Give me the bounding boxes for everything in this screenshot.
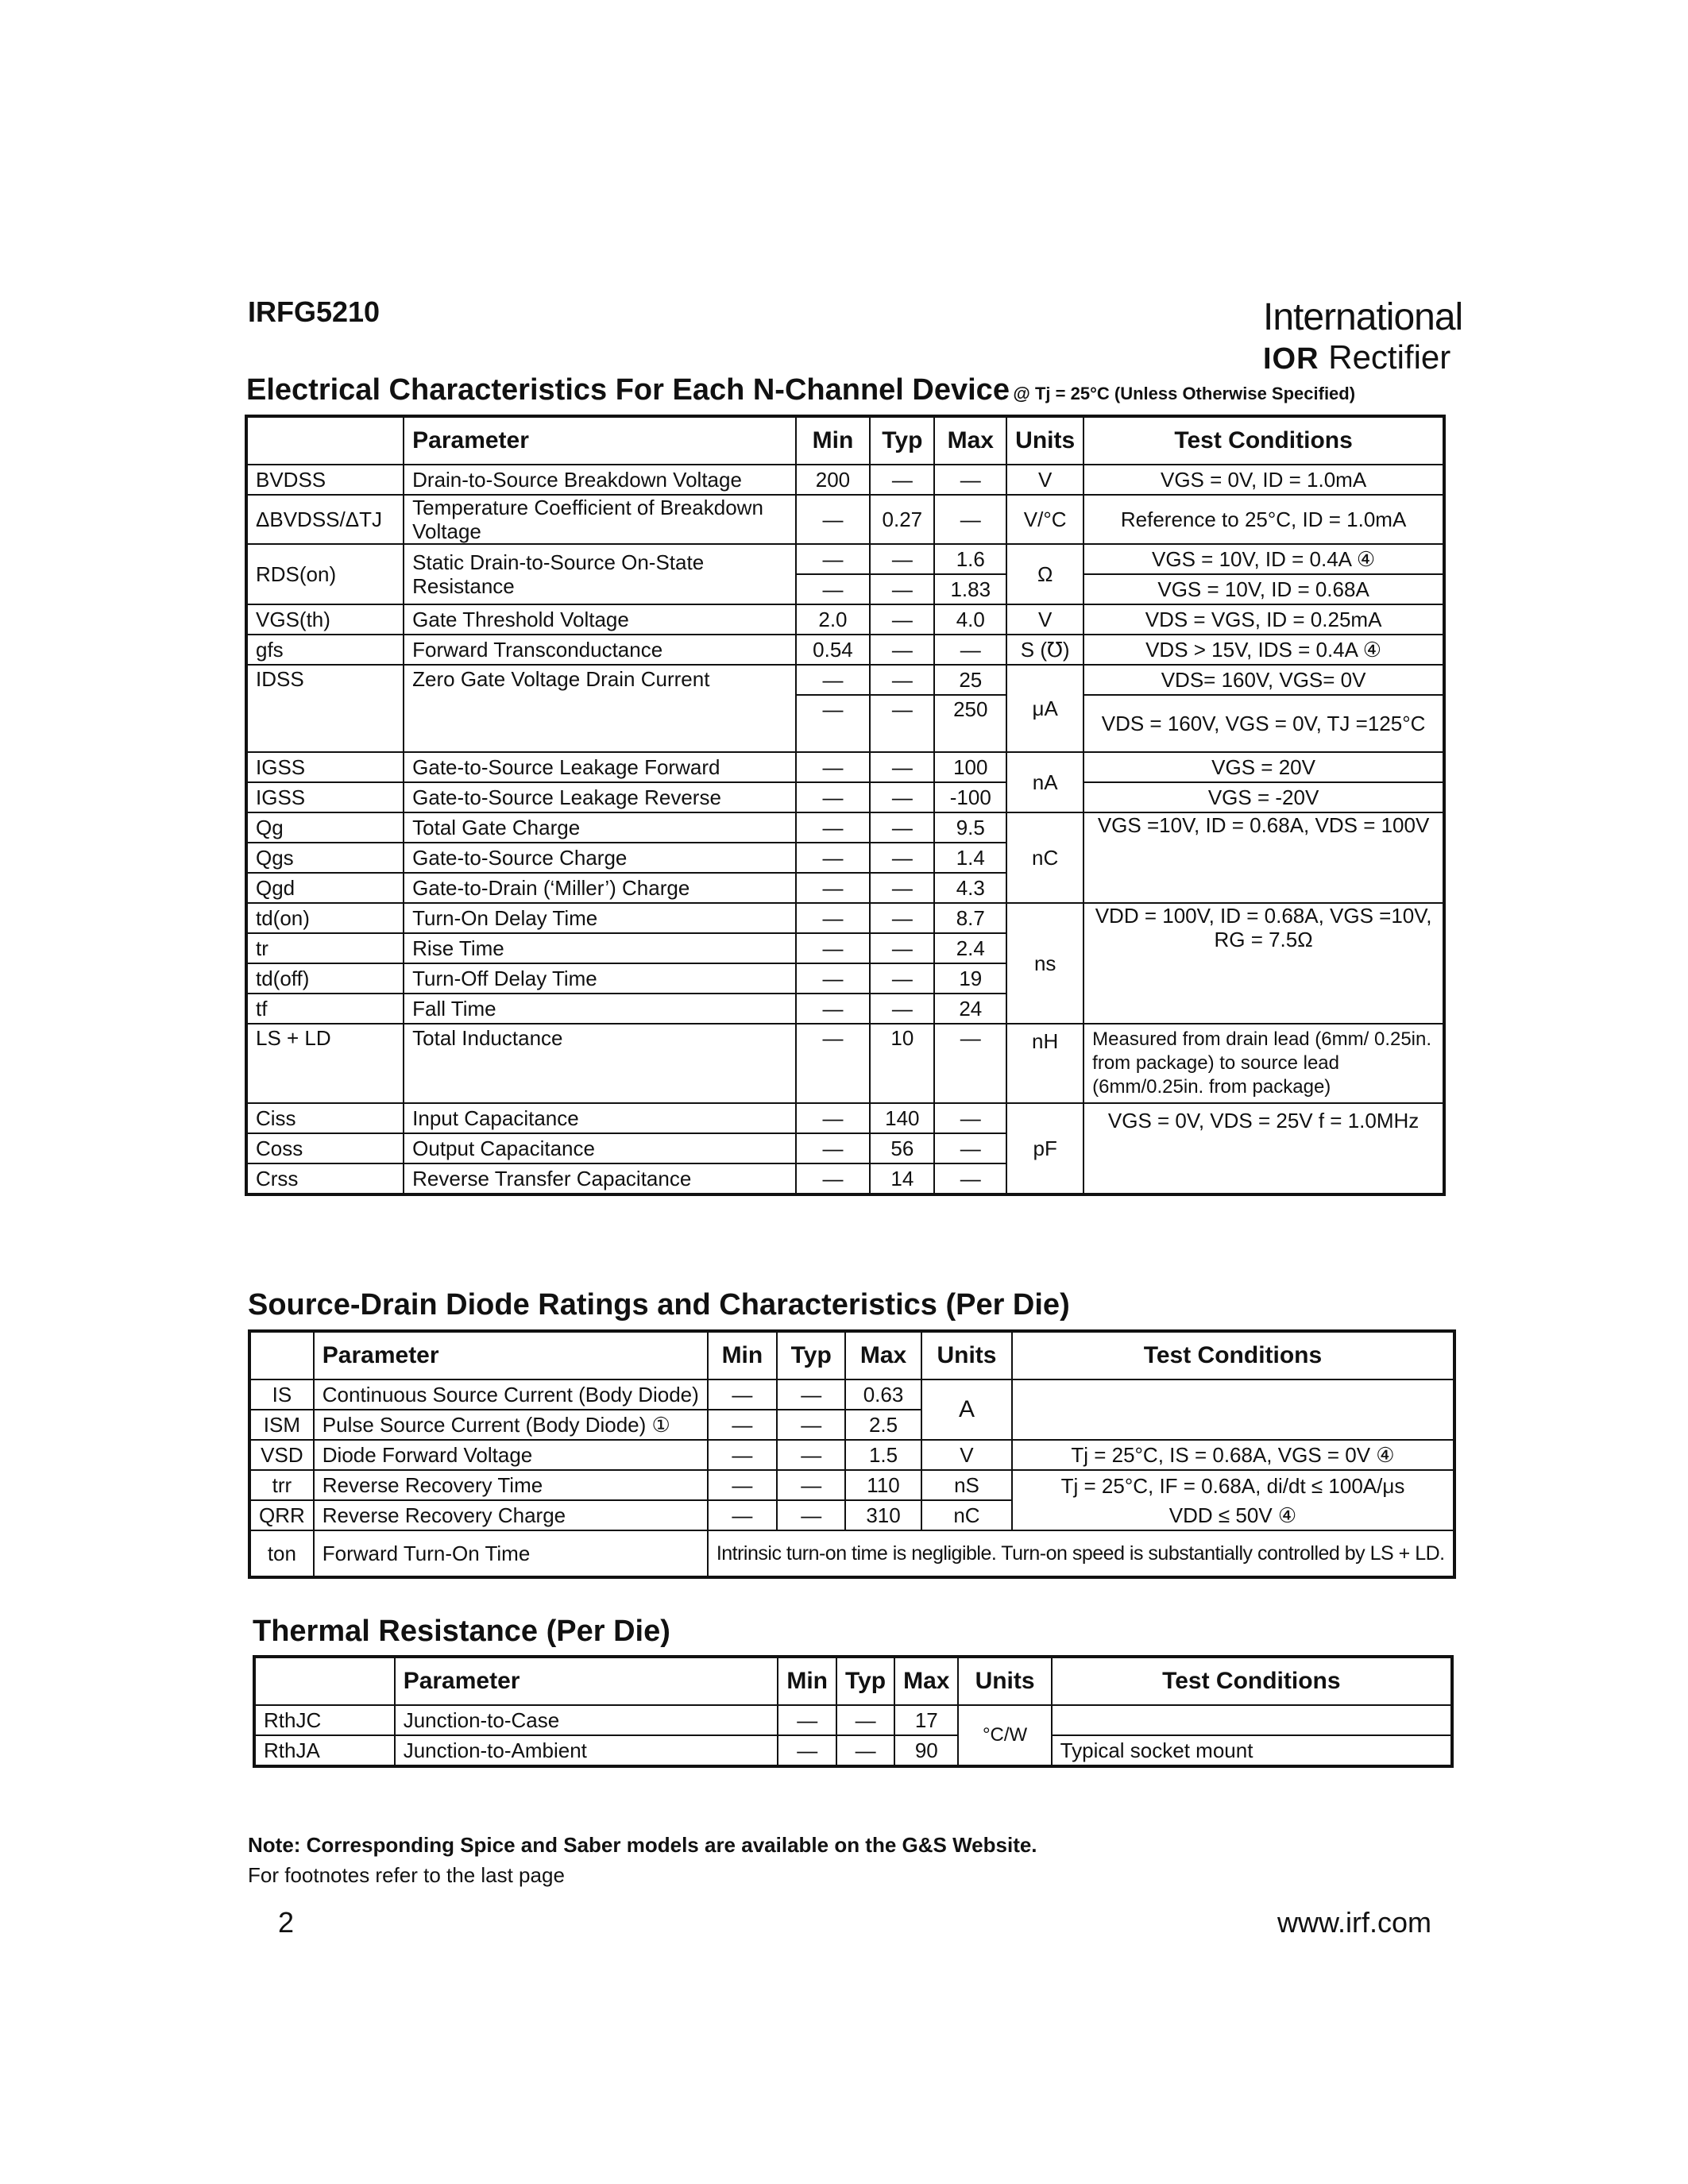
parameter: Reverse Recovery Time [314, 1470, 708, 1500]
typ-value: — [870, 963, 934, 994]
min-value: — [796, 782, 871, 812]
max-value: 0.63 [845, 1379, 921, 1410]
units: V [1006, 465, 1083, 495]
elec-table [245, 415, 1446, 1196]
typ-value: — [870, 604, 934, 635]
units: nA [1006, 752, 1083, 812]
table-row [246, 544, 1444, 574]
min-value: — [796, 544, 871, 574]
typ-value: — [870, 665, 934, 695]
typ-value: — [836, 1735, 894, 1766]
typ-value: — [870, 465, 934, 495]
test-conditions: VDS = 160V, VGS = 0V, TJ =125°C [1083, 695, 1444, 752]
min-value: — [796, 812, 871, 843]
min-value: — [796, 963, 871, 994]
test-conditions: VGS = -20V [1083, 782, 1444, 812]
table-row [249, 1530, 1454, 1577]
max-value: 310 [845, 1500, 921, 1530]
min-value: — [796, 933, 871, 963]
typ-value: — [870, 695, 934, 752]
units: V [1006, 604, 1083, 635]
min-value: — [778, 1735, 836, 1766]
units: nC [1006, 812, 1083, 903]
part-number: IRFG5210 [248, 295, 380, 328]
table-row [254, 1735, 1452, 1766]
min-value: — [778, 1705, 836, 1735]
min-value: — [796, 1103, 871, 1133]
symbol: ISM [249, 1410, 314, 1440]
typ-value: — [777, 1440, 846, 1470]
min-value: — [796, 1133, 871, 1163]
max-value: 4.0 [934, 604, 1006, 635]
website-url: www.irf.com [1277, 1906, 1432, 1939]
header-symbol [254, 1657, 395, 1705]
min-value: — [796, 903, 871, 933]
max-value: -100 [934, 782, 1006, 812]
symbol: ton [249, 1530, 314, 1577]
header-parameter: Parameter [314, 1331, 708, 1379]
symbol: td(on) [246, 903, 404, 933]
typ-value: 56 [870, 1133, 934, 1163]
elec-section-heading [246, 373, 1355, 407]
header-symbol [246, 416, 404, 465]
thermal-section-title: Thermal Resistance (Per Die) [253, 1615, 670, 1648]
table-row [246, 635, 1444, 665]
min-value: — [708, 1470, 777, 1500]
units: pF [1006, 1103, 1083, 1194]
parameter: Turn-On Delay Time [404, 903, 795, 933]
max-value: 1.83 [934, 574, 1006, 604]
symbol: IGSS [246, 752, 404, 782]
parameter: Gate Threshold Voltage [404, 604, 795, 635]
parameter: Pulse Source Current (Body Diode) ① [314, 1410, 708, 1440]
typ-value: 10 [870, 1024, 934, 1103]
symbol: IDSS [246, 665, 404, 752]
max-value: 19 [934, 963, 1006, 994]
diode-table [248, 1329, 1456, 1579]
symbol: QRR [249, 1500, 314, 1530]
page-number: 2 [278, 1906, 295, 1939]
min-value: — [708, 1410, 777, 1440]
header-test-conditions: Test Conditions [1012, 1331, 1454, 1379]
parameter: Temperature Coefficient of Breakdown Voltage [404, 495, 795, 544]
units: V [921, 1440, 1013, 1470]
symbol: gfs [246, 635, 404, 665]
header-test-conditions: Test Conditions [1052, 1657, 1452, 1705]
test-conditions: VGS = 0V, ID = 1.0mA [1083, 465, 1444, 495]
min-value: — [708, 1440, 777, 1470]
elec-section-title: Electrical Characteristics For Each N-Channel Device [246, 373, 1010, 407]
parameter: Input Capacitance [404, 1103, 795, 1133]
typ-value: — [777, 1470, 846, 1500]
typ-value: — [870, 752, 934, 782]
table-row [246, 1024, 1444, 1103]
max-value: 24 [934, 994, 1006, 1024]
test-conditions [1052, 1705, 1452, 1735]
max-value: 1.5 [845, 1440, 921, 1470]
symbol: RthJA [254, 1735, 395, 1766]
max-value: 25 [934, 665, 1006, 695]
typ-value: — [870, 903, 934, 933]
table-row [246, 465, 1444, 495]
company-logo-line2 [1263, 338, 1450, 376]
units: μA [1006, 665, 1083, 752]
table-header-row [249, 1331, 1454, 1379]
typ-value: — [870, 873, 934, 903]
min-value: — [708, 1379, 777, 1410]
parameter: Turn-Off Delay Time [404, 963, 795, 994]
table-row [249, 1470, 1454, 1500]
symbol: Coss [246, 1133, 404, 1163]
symbol: Qgs [246, 843, 404, 873]
table-row [246, 604, 1444, 635]
units: S (℧) [1006, 635, 1083, 665]
symbol: RthJC [254, 1705, 395, 1735]
elec-section-conditions: @ Tj = 25°C (Unless Otherwise Specified) [1013, 384, 1356, 403]
header-units: Units [958, 1657, 1051, 1705]
header-min: Min [708, 1331, 777, 1379]
max-value: 1.6 [934, 544, 1006, 574]
symbol: VGS(th) [246, 604, 404, 635]
symbol: Qgd [246, 873, 404, 903]
min-value: — [796, 695, 871, 752]
symbol: Ciss [246, 1103, 404, 1133]
table-row [249, 1500, 1454, 1530]
header-parameter: Parameter [404, 416, 795, 465]
parameter: Static Drain-to-Source On-State Resistance [404, 544, 795, 604]
parameter: Zero Gate Voltage Drain Current [404, 665, 795, 752]
header-test-conditions: Test Conditions [1083, 416, 1444, 465]
header-min: Min [778, 1657, 836, 1705]
min-value: 0.54 [796, 635, 871, 665]
typ-value: — [870, 843, 934, 873]
header-max: Max [934, 416, 1006, 465]
header-symbol [249, 1331, 314, 1379]
company-logo-word: Rectifier [1328, 338, 1451, 376]
parameter: Continuous Source Current (Body Diode) [314, 1379, 708, 1410]
typ-value: — [870, 782, 934, 812]
max-value: 100 [934, 752, 1006, 782]
min-value: — [796, 994, 871, 1024]
min-value: — [796, 752, 871, 782]
parameter: Gate-to-Drain (‘Miller’) Charge [404, 873, 795, 903]
units: nH [1006, 1024, 1083, 1103]
parameter: Forward Transconductance [404, 635, 795, 665]
symbol: tf [246, 994, 404, 1024]
test-conditions [1012, 1379, 1454, 1440]
header-typ: Typ [777, 1331, 846, 1379]
units: nC [921, 1500, 1013, 1530]
header-units: Units [921, 1331, 1013, 1379]
parameter: Diode Forward Voltage [314, 1440, 708, 1470]
typ-value: — [870, 635, 934, 665]
max-value: 17 [894, 1705, 958, 1735]
symbol: RDS(on) [246, 544, 404, 604]
table-header-row [246, 416, 1444, 465]
max-value: 90 [894, 1735, 958, 1766]
parameter: Gate-to-Source Charge [404, 843, 795, 873]
test-conditions: Measured from drain lead (6mm/ 0.25in. from package) to source lead (6mm/0.25in. from package) [1083, 1024, 1444, 1103]
test-conditions: Tj = 25°C, IF = 0.68A, di/dt ≤ 100A/μs [1012, 1470, 1454, 1500]
symbol: trr [249, 1470, 314, 1500]
min-value: — [796, 843, 871, 873]
parameter: Drain-to-Source Breakdown Voltage [404, 465, 795, 495]
table-row [249, 1440, 1454, 1470]
symbol: Qg [246, 812, 404, 843]
parameter: Gate-to-Source Leakage Forward [404, 752, 795, 782]
test-conditions: Tj = 25°C, IS = 0.68A, VGS = 0V ④ [1012, 1440, 1454, 1470]
max-value: 250 [934, 695, 1006, 752]
max-value: 2.5 [845, 1410, 921, 1440]
symbol: IS [249, 1379, 314, 1410]
header-units: Units [1006, 416, 1083, 465]
footnote-reference: For footnotes refer to the last page [248, 1863, 565, 1887]
max-value: — [934, 635, 1006, 665]
max-value: 110 [845, 1470, 921, 1500]
symbol: td(off) [246, 963, 404, 994]
header-max: Max [894, 1657, 958, 1705]
test-conditions: VGS =10V, ID = 0.68A, VDS = 100V [1083, 812, 1444, 903]
max-value: — [934, 1103, 1006, 1133]
parameter: Forward Turn-On Time [314, 1530, 708, 1577]
test-conditions: Reference to 25°C, ID = 1.0mA [1083, 495, 1444, 544]
parameter: Reverse Transfer Capacitance [404, 1163, 795, 1194]
table-row [246, 665, 1444, 695]
max-value: 4.3 [934, 873, 1006, 903]
parameter: Gate-to-Source Leakage Reverse [404, 782, 795, 812]
symbol: ΔBVDSS/ΔTJ [246, 495, 404, 544]
parameter: Reverse Recovery Charge [314, 1500, 708, 1530]
test-conditions: VDD = 100V, ID = 0.68A, VGS =10V, RG = 7.5Ω [1083, 903, 1444, 1024]
test-conditions: VGS = 20V [1083, 752, 1444, 782]
ior-logo-mark: IOR [1263, 342, 1319, 376]
table-row [246, 812, 1444, 843]
typ-value: — [777, 1410, 846, 1440]
parameter: Output Capacitance [404, 1133, 795, 1163]
symbol: LS + LD [246, 1024, 404, 1103]
max-value: — [934, 1024, 1006, 1103]
test-conditions: Typical socket mount [1052, 1735, 1452, 1766]
typ-value: 0.27 [870, 495, 934, 544]
parameter: Total Gate Charge [404, 812, 795, 843]
typ-value: — [870, 812, 934, 843]
table-row [246, 752, 1444, 782]
header-typ: Typ [836, 1657, 894, 1705]
table-row [246, 1103, 1444, 1133]
test-conditions: VGS = 10V, ID = 0.4A ④ [1083, 544, 1444, 574]
diode-section-title: Source-Drain Diode Ratings and Characteristics (Per Die) [248, 1288, 1070, 1322]
table-row [249, 1379, 1454, 1410]
units: ns [1006, 903, 1083, 1024]
spice-note: Note: Corresponding Spice and Saber models are available on the G&S Website. [248, 1833, 1037, 1857]
header-parameter: Parameter [395, 1657, 778, 1705]
typ-value: — [870, 574, 934, 604]
header-typ: Typ [870, 416, 934, 465]
max-value: — [934, 1133, 1006, 1163]
test-conditions: VDS= 160V, VGS= 0V [1083, 665, 1444, 695]
symbol: IGSS [246, 782, 404, 812]
max-value: 9.5 [934, 812, 1006, 843]
units: A [921, 1379, 1013, 1440]
typ-value: — [870, 933, 934, 963]
company-logo-line1: International [1263, 296, 1463, 338]
max-value: — [934, 1163, 1006, 1194]
min-value: 2.0 [796, 604, 871, 635]
units: Ω [1006, 544, 1083, 604]
test-conditions: VDS = VGS, ID = 0.25mA [1083, 604, 1444, 635]
min-value: — [796, 1024, 871, 1103]
symbol: Crss [246, 1163, 404, 1194]
table-row [254, 1705, 1452, 1735]
typ-value: — [870, 544, 934, 574]
table-row [246, 903, 1444, 933]
typ-value: — [870, 994, 934, 1024]
max-value: 2.4 [934, 933, 1006, 963]
units: °C/W [958, 1705, 1051, 1766]
parameter: Fall Time [404, 994, 795, 1024]
table-header-row [254, 1657, 1452, 1705]
parameter: Total Inductance [404, 1024, 795, 1103]
min-value: — [796, 1163, 871, 1194]
max-value: — [934, 465, 1006, 495]
max-value: — [934, 495, 1006, 544]
parameter: Rise Time [404, 933, 795, 963]
table-row [246, 782, 1444, 812]
test-conditions: VGS = 10V, ID = 0.68A [1083, 574, 1444, 604]
test-conditions: VGS = 0V, VDS = 25V f = 1.0MHz [1083, 1103, 1444, 1194]
symbol: tr [246, 933, 404, 963]
min-value: 200 [796, 465, 871, 495]
symbol: BVDSS [246, 465, 404, 495]
min-value: — [796, 873, 871, 903]
units: V/°C [1006, 495, 1083, 544]
typ-value: 14 [870, 1163, 934, 1194]
test-conditions: VDS > 15V, IDS = 0.4A ④ [1083, 635, 1444, 665]
min-value: — [796, 665, 871, 695]
parameter: Junction-to-Ambient [395, 1735, 778, 1766]
header-min: Min [796, 416, 871, 465]
max-value: 1.4 [934, 843, 1006, 873]
typ-value: — [777, 1500, 846, 1530]
parameter: Junction-to-Case [395, 1705, 778, 1735]
thermal-table [253, 1655, 1454, 1768]
test-conditions: VDD ≤ 50V ④ [1012, 1500, 1454, 1530]
units: nS [921, 1470, 1013, 1500]
max-value: 8.7 [934, 903, 1006, 933]
typ-value: — [777, 1379, 846, 1410]
turn-on-note: Intrinsic turn-on time is negligible. Turn-on speed is substantially controlled by LS + LD. [708, 1530, 1454, 1577]
table-row [246, 495, 1444, 544]
min-value: — [796, 495, 871, 544]
symbol: VSD [249, 1440, 314, 1470]
typ-value: 140 [870, 1103, 934, 1133]
min-value: — [796, 574, 871, 604]
min-value: — [708, 1500, 777, 1530]
typ-value: — [836, 1705, 894, 1735]
header-max: Max [845, 1331, 921, 1379]
